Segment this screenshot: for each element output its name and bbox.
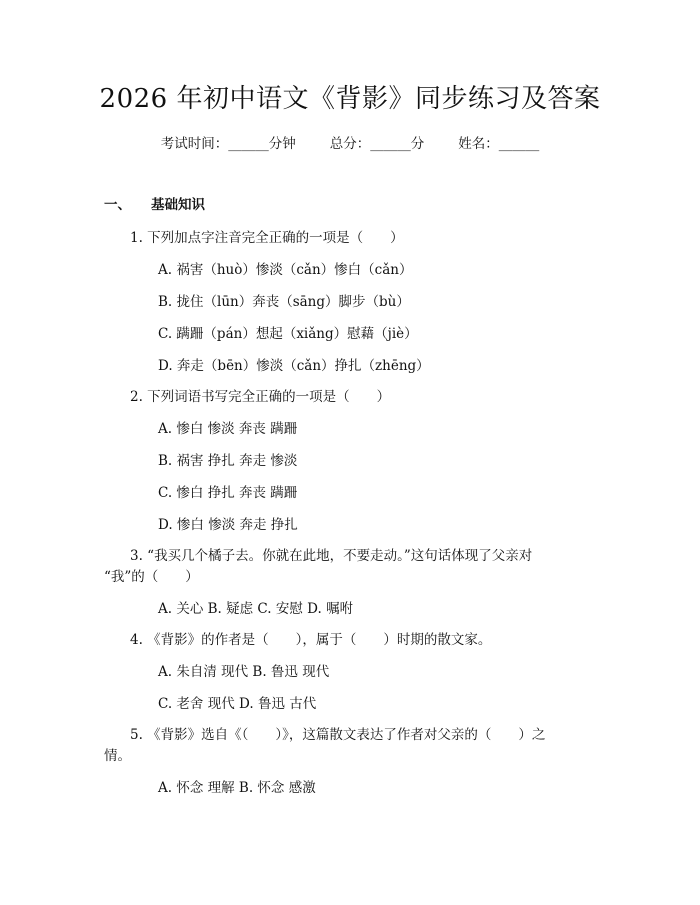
question-4-stem: 4. 《背影》的作者是（ ），属于（ ）时期的散文家。 xyxy=(130,632,492,648)
section-title: 基础知识 xyxy=(151,197,205,213)
question-1-option-c: C. 蹒跚（pán）想起（xiǎng）慰藉（jiè） xyxy=(158,326,418,342)
question-2-option-d: D. 惨白 惨淡 奔走 挣扎 xyxy=(158,517,298,533)
section-number: 一、 xyxy=(104,197,131,213)
question-5-stem-continued: 情。 xyxy=(104,748,131,764)
exam-meta xyxy=(0,132,700,152)
question-2-option-a: A. 惨白 惨淡 奔丧 蹒跚 xyxy=(158,421,298,437)
question-3-stem: 3. “我买几个橘子去。你就在此地，不要走动。”这句话体现了父亲对 xyxy=(130,548,533,564)
question-3-options: A. 关心 B. 疑虑 C. 安慰 D. 嘱咐 xyxy=(158,601,354,617)
exam-total-score: 总分：______分 xyxy=(329,136,425,152)
question-4-options-ab: A. 朱自清 现代 B. 鲁迅 现代 xyxy=(158,664,330,680)
section-heading xyxy=(104,193,205,213)
question-2-option-b: B. 祸害 挣扎 奔走 惨淡 xyxy=(158,453,298,469)
question-5-options-ab: A. 怀念 理解 B. 怀念 感激 xyxy=(158,780,316,796)
question-4-options-cd: C. 老舍 现代 D. 鲁迅 古代 xyxy=(158,696,317,712)
question-3-stem-continued: “我”的（ ） xyxy=(104,569,199,585)
question-2-stem: 2. 下列词语书写完全正确的一项是（ ） xyxy=(130,389,391,405)
question-1-option-a: A. 祸害（huò）惨淡（cǎn）惨白（cǎn） xyxy=(158,262,413,278)
question-1-option-d: D. 奔走（bēn）惨淡（cǎn）挣扎（zhēng） xyxy=(158,358,430,374)
exam-time: 考试时间：______分钟 xyxy=(160,136,296,152)
question-2-option-c: C. 惨白 挣扎 奔丧 蹒跚 xyxy=(158,485,298,501)
question-1-stem: 1. 下列加点字注音完全正确的一项是（ ） xyxy=(130,230,404,246)
student-name: 姓名：______ xyxy=(458,136,540,152)
question-5-stem: 5. 《背影》选自《（ ）》，这篇散文表达了作者对父亲的（ ）之 xyxy=(130,727,546,743)
page-title: 2026 年初中语文《背影》同步练习及答案 xyxy=(99,84,601,114)
question-1-option-b: B. 拢住（lūn）奔丧（sāng）脚步（bù） xyxy=(158,294,410,310)
